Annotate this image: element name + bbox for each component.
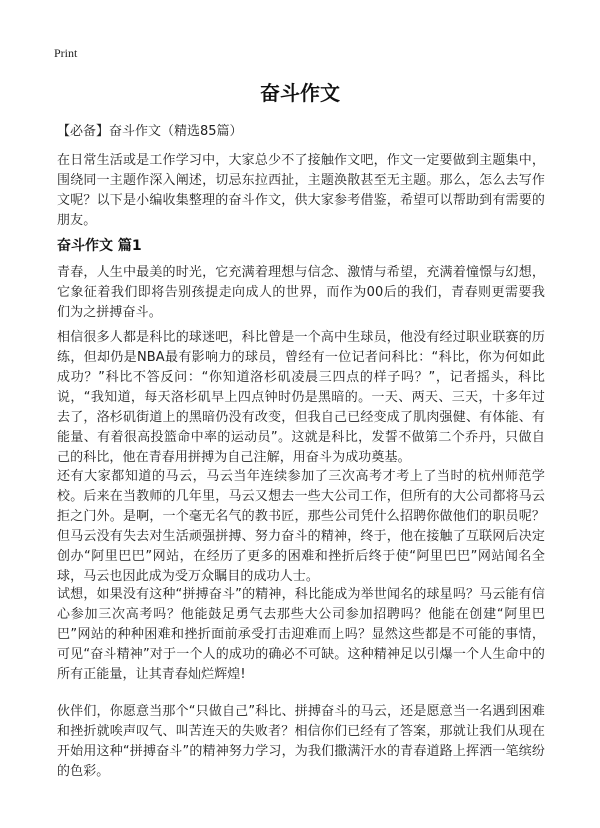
section-heading: 奋斗作文 篇1 — [57, 238, 142, 254]
paragraph-4: 试想，如果没有这种“拼搏奋斗”的精神，科比能成为举世闻名的球星吗？马云能有信心参加三次高考吗？他能鼓足勇气去那些大公司参加招聘吗？他能在创建“阿里巴巴”网站的种种困难和挫折面前承受打击迎难而上吗？显然这些都是不可能的事情，可见“奋斗精神”对于一个人的成功的确必不可缺。这种精神足以引爆一个人生命中的所有正能量，让其青春灿烂辉煌! — [57, 587, 545, 682]
paragraph-5: 伙伴们，你愿意当那个“只做自己”科比、拼搏奋斗的马云，还是愿意当一名遇到困难和挫折就唉声叹气、叫苦连天的失败者？相信你们已经有了答案，那就让我们从现在开始用这种“拼搏奋斗”的精神努力学习，为我们撒满汗水的青春道路上挥洒一笔缤纷的色彩。 — [57, 704, 545, 779]
intro-paragraph: 在日常生活或是工作学习中，大家总少不了接触作文吧，作文一定要做到主题集中，围绕同一主题作深入阐述，切忌东拉西扯，主题涣散甚至无主题。那么，怎么去写作文呢？以下是小编收集整理的奋斗作文，供大家参考借鉴，希望可以帮助到有需要的朋友。 — [57, 153, 545, 228]
print-link[interactable]: Print — [54, 46, 78, 60]
document-subtitle: 【必备】奋斗作文（精选85篇） — [57, 124, 243, 139]
paragraph-3: 还有大家都知道的马云，马云当年连续参加了三次高考才考上了当时的杭州师范学校。后来在当教师的几年里，马云又想去一些大公司工作，但所有的大公司都将马云拒之门外。是啊，一个毫无名气的教书匠，那些公司凭什么招聘你做他们的职员呢？但马云没有失去对生活顽强拼搏、努力奋斗的精神，终于，他在接触了互联网后决定创办“阿里巴巴”网站，在经历了更多的困难和挫折后终于使“阿里巴巴”网站闻名全球，马云也因此成为受万众瞩目的成功人士。 — [57, 469, 545, 584]
paragraph-1: 青春，人生中最美的时光，它充满着理想与信念、激情与希望，充满着憧憬与幻想，它象征着我们即将告别孩提走向成人的世界，而作为00后的我们，青春则更需要我们为之拼搏奋斗。 — [57, 265, 545, 320]
page-title: 奋斗作文 — [260, 81, 340, 105]
paragraph-2: 相信很多人都是科比的球迷吧，科比曾是一个高中生球员，他没有经过职业联赛的历练，但却仍是NBA最有影响力的球员，曾经有一位记者问科比：“科比，你为何如此成功？”科比不答反问：“你知道洛杉矶凌晨三四点的样子吗？”，记者摇头，科比说，“我知道，每天洛杉矶早上四点钟时仍是黑暗的。一天、两天、三天，十多年过去了，洛杉矶街道上的黑暗仍没有改变，但我自己已经变成了肌肉强健、有体能、有能量、有着很高投篮命中率的运动员”。这就是科比，发誓不做第二个乔丹，只做自己的科比，他在青春用拼搏为自己注解，用奋斗为成功奠基。 — [57, 330, 545, 465]
